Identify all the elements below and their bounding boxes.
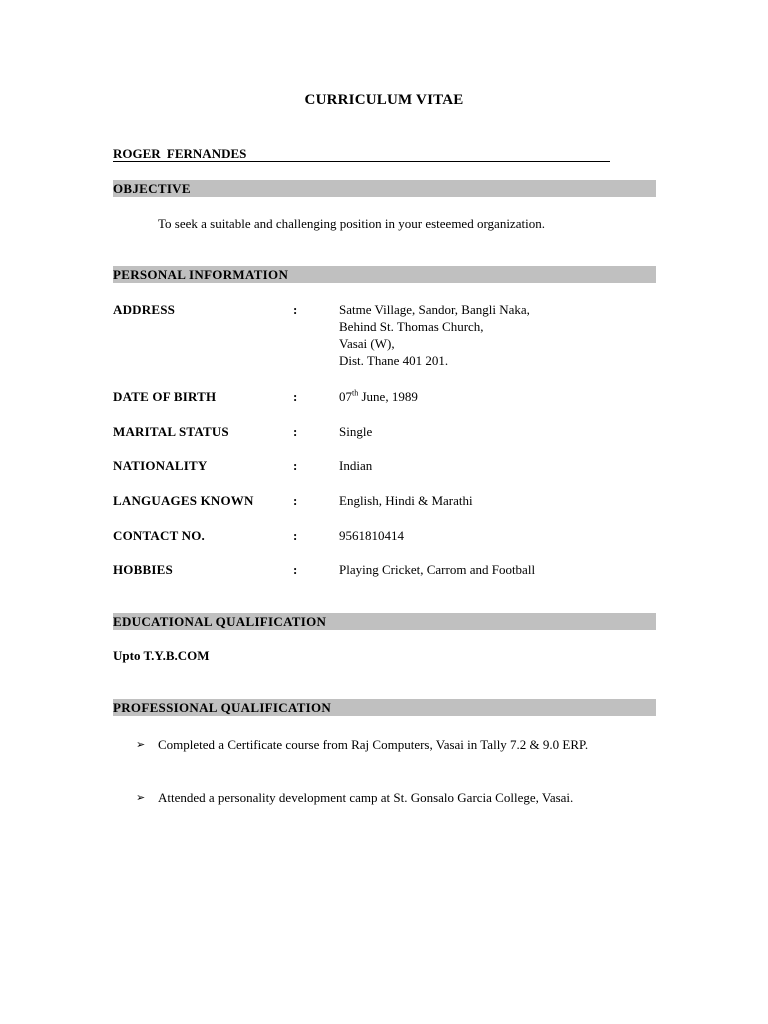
info-value-hobbies: Playing Cricket, Carrom and Football: [339, 562, 536, 577]
address-line-2: Behind St. Thomas Church,: [339, 319, 484, 334]
info-colon: :: [293, 528, 298, 543]
info-colon: :: [293, 424, 298, 439]
document-title: CURRICULUM VITAE: [304, 92, 464, 108]
section-heading-educational-qualification: EDUCATIONAL QUALIFICATION: [113, 613, 656, 630]
dob-day: 07: [339, 389, 352, 404]
dob-month-year: June, 1989: [358, 389, 418, 404]
info-value-date-of-birth: [339, 388, 418, 405]
info-colon: :: [293, 389, 298, 404]
info-value-address: [339, 301, 530, 369]
info-label-languages-known: LANGUAGES KNOWN: [113, 493, 254, 508]
arrow-bullet-icon: ➢: [136, 791, 146, 804]
objective-text: To seek a suitable and challenging position in your esteemed organization.: [158, 216, 545, 231]
info-label-contact-no: CONTACT NO.: [113, 528, 206, 543]
professional-item-text: Completed a Certificate course from Raj Computers, Vasai in Tally 7.2 & 9.0 ERP.: [158, 737, 589, 752]
dob-day-suffix: th: [352, 388, 359, 398]
candidate-name: ROGER FERNANDES: [113, 146, 610, 162]
address-line-1: Satme Village, Sandor, Bangli Naka,: [339, 302, 530, 317]
section-heading-personal-information: PERSONAL INFORMATION: [113, 266, 656, 283]
info-colon: :: [293, 493, 298, 508]
info-colon: :: [293, 458, 298, 473]
address-line-3: Vasai (W),: [339, 336, 395, 351]
section-heading-objective: OBJECTIVE: [113, 180, 656, 197]
arrow-bullet-icon: ➢: [136, 738, 146, 751]
info-label-hobbies: HOBBIES: [113, 562, 173, 577]
section-heading-professional-qualification: PROFESSIONAL QUALIFICATION: [113, 699, 656, 716]
info-label-date-of-birth: DATE OF BIRTH: [113, 389, 217, 404]
info-value-languages-known: English, Hindi & Marathi: [339, 493, 473, 508]
education-text: Upto T.Y.B.COM: [113, 648, 210, 663]
info-colon: :: [293, 562, 298, 577]
info-colon: :: [293, 302, 298, 317]
info-label-address: ADDRESS: [113, 302, 176, 317]
info-label-nationality: NATIONALITY: [113, 458, 208, 473]
info-value-marital-status: Single: [339, 424, 373, 439]
professional-item-text: Attended a personality development camp at St. Gonsalo Garcia College, Vasai.: [158, 790, 574, 805]
info-label-marital-status: MARITAL STATUS: [113, 424, 229, 439]
info-value-contact-no: 9561810414: [339, 528, 404, 543]
address-line-4: Dist. Thane 401 201.: [339, 353, 449, 368]
info-value-nationality: Indian: [339, 458, 373, 473]
